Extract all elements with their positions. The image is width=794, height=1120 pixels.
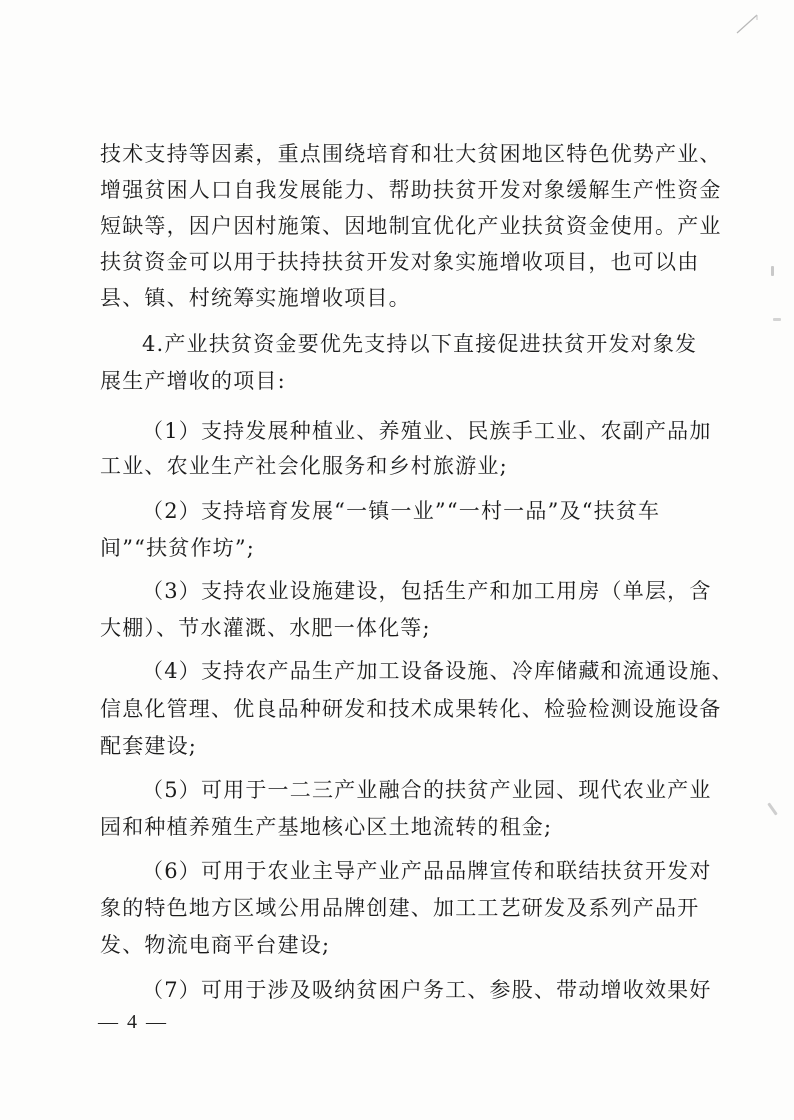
text-line: （2）支持培育发展“一镇一业”“一村一品”及“扶贫车 (142, 499, 661, 523)
text-line: 短缺等，因户因村施策、因地制宜优化产业扶贫资金使用。产业 (100, 214, 722, 238)
text-line: （1）支持发展种植业、养殖业、民族手工业、农副产品加 (142, 419, 712, 443)
text-line: 间”“扶贫作坊”; (100, 536, 256, 560)
corner-fold-mark (736, 14, 758, 34)
text-line: 配套建设; (100, 734, 198, 758)
scan-speck (773, 318, 781, 321)
scan-speck (771, 266, 774, 276)
text-line: 扶贫资金可以用于扶持扶贫开发对象实施增收项目，也可以由 (100, 250, 700, 274)
scan-speck (767, 802, 777, 815)
text-line: 技术支持等因素，重点围绕培育和壮大贫困地区特色优势产业、 (100, 142, 722, 166)
text-line: 信息化管理、优良品种研发和技术成果转化、检验检测设施设备 (100, 697, 722, 721)
page-number: — 4 — (98, 1011, 168, 1033)
text-line: （3）支持农业设施建设，包括生产和加工用房（单层，含 (142, 579, 712, 603)
text-line: （5）可用于一二三产业融合的扶贫产业园、现代农业产业 (142, 778, 712, 802)
text-line: （4）支持农产品生产加工设备设施、冷库储藏和流通设施、 (142, 659, 734, 683)
text-line: 工业、农业生产社会化服务和乡村旅游业; (100, 454, 508, 478)
text-line: 增强贫困人口自我发展能力、帮助扶贫开发对象缓解生产性资金 (100, 178, 722, 202)
text-line: 大棚）、节水灌溉、水肥一体化等; (100, 616, 431, 640)
text-line: 4.产业扶贫资金要优先支持以下直接促进扶贫开发对象发 (142, 332, 698, 356)
text-line: 象的特色地方区域公用品牌创建、加工工艺研发及系列产品开 (100, 896, 700, 920)
text-line: 县、镇、村统筹实施增收项目。 (100, 286, 411, 310)
text-line: （7）可用于涉及吸纳贫困户务工、参股、带动增收效果好 (142, 978, 712, 1002)
text-line: 发、物流电商平台建设; (100, 933, 331, 957)
text-line: （6）可用于农业主导产业产品品牌宣传和联结扶贫开发对 (142, 859, 712, 883)
text-line: 展生产增收的项目: (100, 369, 286, 393)
text-line: 园和种植养殖生产基地核心区土地流转的租金; (100, 815, 553, 839)
